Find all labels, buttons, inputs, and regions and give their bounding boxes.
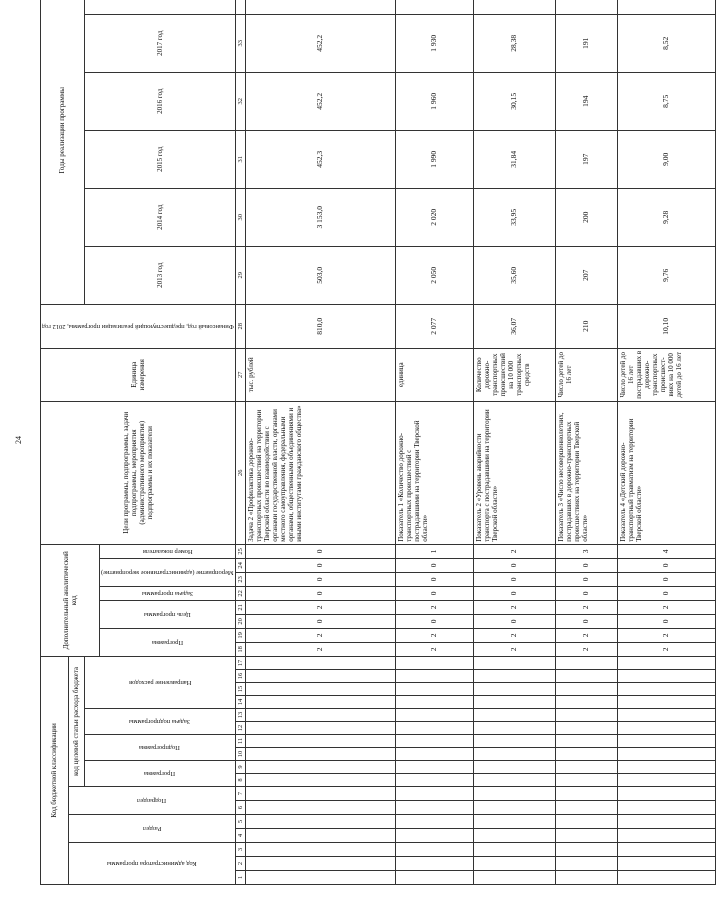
kbk-cell	[473, 683, 555, 696]
kbk-cell	[617, 871, 715, 885]
kbk-cell	[473, 696, 555, 709]
kbk-cell	[617, 696, 715, 709]
col-num: 15	[235, 683, 245, 696]
kbk-cell	[245, 683, 395, 696]
col-num: 32	[235, 72, 245, 130]
kbk-cell	[617, 857, 715, 871]
kbk-cell	[395, 656, 473, 669]
indicator-name: Показатель 3 «Число несовершеннолетних, пострадавших в дорожно-транспортных происшествиях на территории Тверской области»	[555, 401, 617, 544]
dop-code-cell: 0	[473, 614, 555, 628]
col-num: 31	[235, 130, 245, 188]
dop-code-cell: 0	[617, 558, 715, 572]
kbk-cell	[395, 843, 473, 857]
program-indicators-table	[40, 0, 716, 885]
dop-code-cell: 0	[395, 572, 473, 586]
indicator-name: Показатель 2 «Уровень аварийности транспорта с пострадавшими на территории Тверской области»	[473, 401, 555, 544]
year-header-5	[84, 0, 235, 14]
kbk-cell	[473, 761, 555, 774]
dop-code-cell: 0	[617, 586, 715, 600]
col-num: 3	[235, 843, 245, 857]
col-num: 30	[235, 188, 245, 246]
kbk-cell	[245, 871, 395, 885]
dop-code-cell: 2	[473, 628, 555, 642]
dop-code-header: Дополнительный аналитический код	[41, 544, 100, 656]
kbk-cell	[395, 735, 473, 748]
col-num: 19	[235, 628, 245, 642]
kbk-cell	[245, 735, 395, 748]
dop-code-cell: 2	[617, 642, 715, 656]
year-value: 28,38	[473, 14, 555, 72]
podrazdel-header: Подраздел	[137, 797, 167, 805]
kbk-cell	[555, 656, 617, 669]
kbk-cell	[617, 815, 715, 829]
dop-code-cell: 0	[245, 544, 395, 558]
kbk-cell	[245, 829, 395, 843]
base-year-value: 10,10	[617, 304, 715, 348]
napravlenie-header: Направление расходов	[128, 679, 191, 687]
dop-code-cell: 0	[395, 614, 473, 628]
dop-code-cell: 2	[555, 642, 617, 656]
kbk-cell	[245, 656, 395, 669]
year-header-0: 2013 год	[84, 246, 235, 304]
year-value: 452,2	[245, 14, 395, 72]
base-year-value: 36,07	[473, 304, 555, 348]
dop-code-cell: 4	[617, 544, 715, 558]
dop-code-cell: 2	[395, 600, 473, 614]
dop-code-cell: 2	[473, 642, 555, 656]
dop-meropriyatie-header: Мероприятие (административное мероприятие)	[101, 569, 234, 577]
base-year-value: 210	[555, 304, 617, 348]
dop-code-cell: 0	[473, 572, 555, 586]
year-value: 452,2	[245, 72, 395, 130]
kbk-cell	[555, 735, 617, 748]
dop-code-cell: 0	[555, 614, 617, 628]
kbk-cell	[245, 748, 395, 761]
kbk-cell	[555, 774, 617, 787]
col-num: 23	[235, 572, 245, 586]
kbk-cell	[473, 857, 555, 871]
kbk-cell	[473, 656, 555, 669]
kbk-cell	[395, 774, 473, 787]
kbk-cell	[555, 801, 617, 815]
kbk-cell	[245, 815, 395, 829]
unit-column-header: Единица измерения	[41, 348, 236, 401]
col-num: 29	[235, 246, 245, 304]
dop-programma-header: Программа	[152, 639, 184, 647]
column-number-row	[235, 0, 245, 885]
year-value: 2 050	[395, 246, 473, 304]
programma-header: Программа	[144, 770, 176, 778]
kbk-cell	[395, 683, 473, 696]
kbk-cell	[617, 829, 715, 843]
year-value: 35,60	[473, 246, 555, 304]
kbk-cell	[473, 829, 555, 843]
col-num: 22	[235, 586, 245, 600]
kbk-cell	[617, 787, 715, 801]
unit-cell: тыс. рублей	[245, 348, 395, 401]
kbk-cell	[473, 722, 555, 735]
kbk-cell	[473, 801, 555, 815]
base-year-value: 810,0	[245, 304, 395, 348]
year-value: 197	[555, 130, 617, 188]
base-year-value: 2 077	[395, 304, 473, 348]
kbk-cell	[555, 815, 617, 829]
kbk-cell	[395, 801, 473, 815]
col-num: 20	[235, 614, 245, 628]
year-value: 31,84	[473, 130, 555, 188]
kbk-cell	[617, 670, 715, 683]
table-row	[555, 0, 617, 885]
kbk-cell	[473, 709, 555, 722]
year-value: 8,75	[617, 72, 715, 130]
kbk-cell	[617, 761, 715, 774]
col-num: 25	[235, 544, 245, 558]
kbk-cell	[555, 683, 617, 696]
year-value: 3 153,0	[245, 188, 395, 246]
year-value: 30,15	[473, 72, 555, 130]
unit-cell: Количество дорожно-транспортных происшествий на 10 000 транспортных средств	[473, 348, 555, 401]
kbk-cell	[395, 787, 473, 801]
kbk-cell	[555, 843, 617, 857]
year-value: 9,28	[617, 188, 715, 246]
rotated-table-container	[40, 30, 684, 885]
kbk-cell	[395, 670, 473, 683]
kbk-cell	[473, 774, 555, 787]
col-num: 33	[235, 14, 245, 72]
kbk-cell	[617, 774, 715, 787]
year-value: 200	[555, 188, 617, 246]
kbk-cell	[245, 774, 395, 787]
kbk-cell	[395, 815, 473, 829]
kbk-cell	[473, 787, 555, 801]
unit-cell: единица	[395, 348, 473, 401]
dop-code-cell: 3	[555, 544, 617, 558]
indicator-name: Показатель 4 «Детский дорожно-транспортный травматизм на территории Тверской области»	[617, 401, 715, 544]
dop-cel-header: Цель программы	[144, 611, 192, 619]
col-num: 9	[235, 761, 245, 774]
kbk-cell	[555, 722, 617, 735]
year-value: 1 960	[395, 72, 473, 130]
year-value	[555, 0, 617, 14]
dop-code-cell: 1	[395, 544, 473, 558]
kbk-cell	[245, 801, 395, 815]
dop-code-cell: 0	[555, 586, 617, 600]
kbk-cell	[395, 722, 473, 735]
dop-code-cell: 0	[473, 558, 555, 572]
years-group-header: Годы реализации программы	[41, 0, 85, 304]
kbk-cell	[245, 696, 395, 709]
dop-code-cell: 2	[473, 600, 555, 614]
kbk-cell	[617, 709, 715, 722]
dop-code-cell: 2	[617, 628, 715, 642]
year-header-1: 2014 год	[84, 188, 235, 246]
col-num: 10	[235, 748, 245, 761]
dop-code-cell: 0	[395, 558, 473, 572]
year-value	[395, 0, 473, 14]
kbk-cell	[617, 843, 715, 857]
dop-code-cell: 2	[245, 642, 395, 656]
col-num: 2	[235, 857, 245, 871]
year-value: 194	[555, 72, 617, 130]
podprogramma-header: Подпрограмма	[139, 744, 181, 752]
year-value: 452,3	[245, 130, 395, 188]
kbk-cell	[245, 761, 395, 774]
col-num: 12	[235, 722, 245, 735]
kbk-cell	[473, 815, 555, 829]
base-year-header: Финансовый год, предшествующий реализации программы, 2012 год	[42, 323, 234, 330]
year-value	[617, 0, 715, 14]
kbk-cell	[555, 696, 617, 709]
kbk-cell	[473, 871, 555, 885]
dop-code-cell: 0	[245, 614, 395, 628]
kbk-cell	[617, 801, 715, 815]
kbk-cell	[555, 670, 617, 683]
unit-cell: Число детей до 16 лет	[555, 348, 617, 401]
goal-column-header: Цели программы, подпрограммы, задачи подпрограммы, мероприятия (административного мероприятия) подпрограммы и их показатели	[41, 401, 236, 544]
dop-code-cell: 2	[473, 544, 555, 558]
dop-code-cell: 0	[245, 572, 395, 586]
kbk-cell	[555, 829, 617, 843]
col-num: 1	[235, 871, 245, 885]
kbk-cell	[395, 761, 473, 774]
year-header-2: 2015 год	[84, 130, 235, 188]
kbk-cell	[617, 656, 715, 669]
col-num: 16	[235, 670, 245, 683]
dop-code-cell: 2	[395, 642, 473, 656]
kbk-cell	[245, 787, 395, 801]
col-num: 5	[235, 815, 245, 829]
year-value: 503,0	[245, 246, 395, 304]
celevaya-header: код целевой статьи расхода бюджета	[69, 656, 85, 786]
kbk-cell	[395, 748, 473, 761]
kbk-cell	[473, 670, 555, 683]
col-num: 17	[235, 656, 245, 669]
col-num: 24	[235, 558, 245, 572]
kbk-cell	[617, 683, 715, 696]
kbk-cell	[245, 709, 395, 722]
kbk-cell	[555, 857, 617, 871]
page-number: 24	[14, 436, 23, 444]
dop-code-cell: 2	[245, 628, 395, 642]
col-num: 21	[235, 600, 245, 614]
col-num: 8	[235, 774, 245, 787]
dop-code-cell: 2	[617, 600, 715, 614]
dop-code-cell: 0	[555, 572, 617, 586]
dop-code-cell: 0	[473, 586, 555, 600]
col-num: 27	[235, 348, 245, 401]
year-value: 8,52	[617, 14, 715, 72]
razdel-header: Раздел	[142, 825, 162, 833]
kbk-cell	[245, 843, 395, 857]
col-num: 18	[235, 642, 245, 656]
year-header-3: 2016 год	[84, 72, 235, 130]
kbk-cell	[555, 709, 617, 722]
admin-code-header: Код администратора программы	[107, 860, 197, 868]
kbk-cell	[555, 761, 617, 774]
dop-code-cell: 0	[395, 586, 473, 600]
dop-code-cell: 2	[245, 600, 395, 614]
col-num	[235, 0, 245, 14]
col-num: 26	[235, 401, 245, 544]
dop-code-cell: 0	[245, 586, 395, 600]
dop-code-cell: 0	[617, 614, 715, 628]
table-row	[473, 0, 555, 885]
dop-zadacha-header: Задача программы	[142, 590, 194, 598]
col-num: 14	[235, 696, 245, 709]
year-value: 1 930	[395, 14, 473, 72]
year-value	[473, 0, 555, 14]
dop-code-cell: 0	[555, 558, 617, 572]
year-value: 33,95	[473, 188, 555, 246]
table-row	[245, 0, 395, 885]
table-row	[395, 0, 473, 885]
zadacha-header: Задача подпрограммы	[129, 718, 191, 726]
table-row	[617, 0, 715, 885]
kbk-cell	[473, 748, 555, 761]
kbk-cell	[555, 787, 617, 801]
col-num: 7	[235, 787, 245, 801]
year-value: 1 990	[395, 130, 473, 188]
col-num: 4	[235, 829, 245, 843]
kbk-cell	[555, 748, 617, 761]
kbk-cell	[395, 829, 473, 843]
col-num: 28	[235, 304, 245, 348]
unit-cell: Число детей до 16 лет пострадавших в дорожно-транспортных происшест-виях на 10 000 детей до 16 лет	[617, 348, 715, 401]
dop-code-cell: 2	[395, 628, 473, 642]
year-value: 191	[555, 14, 617, 72]
kbk-cell	[617, 735, 715, 748]
indicator-name: Задача 2 «Профилактика дорожно-транспортных происшествий на территории Тверской области во взаимодействии с органами государственной власти, органами местного самоуправления, федеральными органами, общественными объединениями и иными институтами гражданского общества»	[245, 401, 395, 544]
kbk-cell	[555, 871, 617, 885]
dop-code-cell: 0	[617, 572, 715, 586]
col-num: 6	[235, 801, 245, 815]
kbk-cell	[395, 871, 473, 885]
dop-code-cell: 2	[555, 600, 617, 614]
kbk-cell	[395, 857, 473, 871]
indicator-name: Показатель 1 «Количество дорожно-транспортных происшествий с пострадавшими на территории Тверской области»	[395, 401, 473, 544]
dop-nomer-header: Номер показателя	[142, 548, 193, 556]
year-value: 207	[555, 246, 617, 304]
kbk-cell	[617, 722, 715, 735]
year-value: 9,00	[617, 130, 715, 188]
col-num: 13	[235, 709, 245, 722]
year-value	[245, 0, 395, 14]
kbk-header: Код бюджетной классификации	[41, 656, 69, 884]
kbk-cell	[473, 843, 555, 857]
kbk-cell	[395, 696, 473, 709]
dop-code-cell: 0	[245, 558, 395, 572]
year-value: 2 020	[395, 188, 473, 246]
year-value: 9,76	[617, 246, 715, 304]
kbk-cell	[617, 748, 715, 761]
kbk-cell	[245, 857, 395, 871]
dop-code-cell: 2	[555, 628, 617, 642]
year-header-4: 2017 год	[84, 14, 235, 72]
kbk-cell	[395, 709, 473, 722]
col-num: 11	[235, 735, 245, 748]
kbk-cell	[245, 722, 395, 735]
kbk-cell	[473, 735, 555, 748]
kbk-cell	[245, 670, 395, 683]
